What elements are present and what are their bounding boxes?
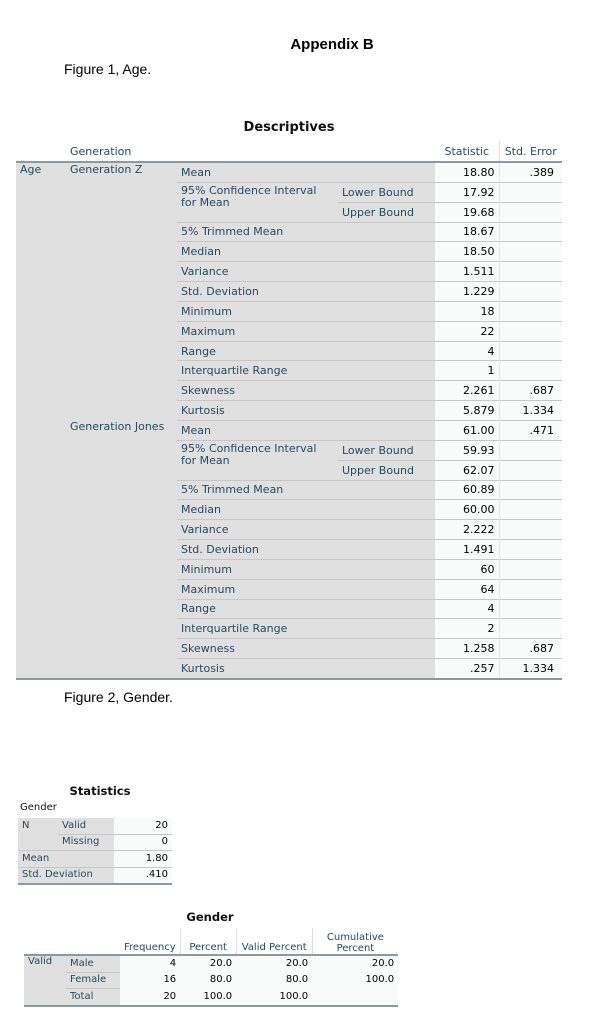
std-error-value — [499, 361, 562, 381]
std-error-value — [499, 540, 562, 560]
header-generation: Generation — [66, 141, 177, 162]
stats-row-valid — [18, 818, 172, 834]
statistic-value: 17.92 — [435, 182, 499, 202]
statistic-label: 95% Confidence Interval for Mean — [177, 182, 338, 222]
std-error-value — [499, 242, 562, 262]
lower-bound-label: Lower Bound — [338, 182, 435, 202]
std-error-value: .389 — [499, 162, 562, 182]
statistic-label: 5% Trimmed Mean — [177, 480, 435, 500]
statistic-value: 18.80 — [435, 162, 499, 182]
statistic-value: .257 — [435, 659, 499, 679]
statistic-label: 95% Confidence Interval for Mean — [177, 440, 338, 480]
statistic-value: 18.50 — [435, 242, 499, 262]
statistic-value: 60 — [435, 559, 499, 579]
std-error-value — [499, 480, 562, 500]
appendix-title: Appendix B — [290, 36, 374, 53]
statistic-label: Range — [177, 599, 435, 619]
statistic-value: 59.93 — [435, 440, 499, 460]
descriptives-row — [16, 162, 562, 182]
descriptives-table — [16, 141, 562, 680]
std-error-value — [499, 500, 562, 520]
statistic-label: Median — [177, 242, 435, 262]
header-statistic: Statistic — [435, 141, 499, 162]
gender-title: Gender — [186, 910, 234, 924]
std-error-value: 1.334 — [499, 659, 562, 679]
std-error-value — [499, 460, 562, 480]
descriptives-title: Descriptives — [243, 120, 335, 135]
statistic-value: 1.491 — [435, 540, 499, 560]
statistic-value: 2.261 — [435, 381, 499, 401]
frequency-value: 16 — [120, 972, 180, 989]
statistic-label: Mean — [177, 162, 435, 182]
statistic-label: Range — [177, 341, 435, 361]
statistic-value: 1.511 — [435, 262, 499, 282]
cumulative-value: 20.0 — [312, 955, 398, 972]
upper-bound-label: Upper Bound — [338, 202, 435, 222]
stats-n-label: N — [18, 818, 58, 834]
std-error-value — [499, 579, 562, 599]
descriptives-row — [16, 420, 562, 440]
statistic-value: 22 — [435, 321, 499, 341]
figure2-caption: Figure 2, Gender. — [64, 689, 173, 705]
statistic-value: 64 — [435, 579, 499, 599]
statistic-label: Interquartile Range — [177, 619, 435, 639]
valid-percent-value: 20.0 — [236, 955, 312, 972]
statistic-label: Variance — [177, 262, 435, 282]
statistic-value: 1.258 — [435, 639, 499, 659]
header-valid-percent: Valid Percent — [236, 928, 312, 955]
statistic-value: 18.67 — [435, 222, 499, 242]
statistic-value: 60.00 — [435, 500, 499, 520]
statistic-value: 2.222 — [435, 520, 499, 540]
statistic-value: 4 — [435, 341, 499, 361]
statistic-label: Kurtosis — [177, 659, 435, 679]
stats-mean-value: 1.80 — [114, 851, 172, 868]
statistic-label: Mean — [177, 420, 435, 440]
stats-sd-label: Std. Deviation — [18, 867, 114, 884]
header-std-error: Std. Error — [499, 141, 562, 162]
gender-category-label: Male — [66, 955, 120, 972]
statistic-value: 61.00 — [435, 420, 499, 440]
std-error-value — [499, 520, 562, 540]
descriptives-header-row — [16, 141, 562, 162]
stats-row-mean — [18, 851, 172, 868]
stats-mean-label: Mean — [18, 851, 114, 868]
statistics-title: Statistics — [69, 784, 131, 798]
stats-sd-value: .410 — [114, 867, 172, 884]
std-error-value: .687 — [499, 639, 562, 659]
figure1-caption: Figure 1, Age. — [64, 61, 152, 77]
std-error-value — [499, 341, 562, 361]
std-error-value — [499, 440, 562, 460]
header-percent: Percent — [180, 928, 236, 955]
std-error-value — [499, 282, 562, 302]
statistic-label: Minimum — [177, 559, 435, 579]
std-error-value — [499, 222, 562, 242]
std-error-value — [499, 262, 562, 282]
std-error-value — [499, 619, 562, 639]
gender-row — [24, 989, 398, 1006]
statistic-label: Skewness — [177, 381, 435, 401]
upper-bound-label: Upper Bound — [338, 460, 435, 480]
statistic-value: 1.229 — [435, 282, 499, 302]
header-frequency: Frequency — [120, 928, 180, 955]
statistic-label: Variance — [177, 520, 435, 540]
statistic-label: Interquartile Range — [177, 361, 435, 381]
std-error-value — [499, 321, 562, 341]
std-error-value — [499, 301, 562, 321]
std-error-value: .471 — [499, 420, 562, 440]
std-error-value — [499, 599, 562, 619]
statistic-label: Minimum — [177, 301, 435, 321]
statistic-label: Kurtosis — [177, 401, 435, 421]
statistic-label: Maximum — [177, 321, 435, 341]
valid-percent-value: 100.0 — [236, 989, 312, 1006]
gender-row — [24, 955, 398, 972]
gender-header-row — [24, 928, 398, 955]
stats-row-missing — [18, 834, 172, 851]
generation-group-label: Generation Z — [66, 162, 177, 420]
percent-value: 80.0 — [180, 972, 236, 989]
statistic-label: Std. Deviation — [177, 540, 435, 560]
statistic-label: 5% Trimmed Mean — [177, 222, 435, 242]
statistic-label: Maximum — [177, 579, 435, 599]
std-error-value — [499, 559, 562, 579]
statistic-value: 62.07 — [435, 460, 499, 480]
valid-group-label: Valid — [24, 955, 66, 1006]
statistic-value: 19.68 — [435, 202, 499, 222]
gender-row — [24, 972, 398, 989]
statistic-value: 4 — [435, 599, 499, 619]
statistics-variable: Gender — [20, 802, 57, 813]
lower-bound-label: Lower Bound — [338, 440, 435, 460]
statistic-value: 2 — [435, 619, 499, 639]
cumulative-value — [312, 989, 398, 1006]
std-error-value: 1.334 — [499, 401, 562, 421]
stats-valid-value: 20 — [114, 818, 172, 834]
stats-missing-value: 0 — [114, 834, 172, 851]
statistic-value: 60.89 — [435, 480, 499, 500]
statistic-label: Median — [177, 500, 435, 520]
valid-percent-value: 80.0 — [236, 972, 312, 989]
std-error-value: .687 — [499, 381, 562, 401]
statistics-table — [18, 818, 172, 885]
statistic-label: Std. Deviation — [177, 282, 435, 302]
statistic-value: 1 — [435, 361, 499, 381]
stats-valid-label: Valid — [58, 818, 114, 834]
std-error-value — [499, 202, 562, 222]
gender-category-label: Female — [66, 972, 120, 989]
percent-value: 20.0 — [180, 955, 236, 972]
stats-row-sd — [18, 867, 172, 884]
cumulative-value: 100.0 — [312, 972, 398, 989]
frequency-value: 20 — [120, 989, 180, 1006]
std-error-value — [499, 182, 562, 202]
generation-group-label: Generation Jones — [66, 420, 177, 678]
frequency-value: 4 — [120, 955, 180, 972]
percent-value: 100.0 — [180, 989, 236, 1006]
statistic-value: 5.879 — [435, 401, 499, 421]
statistic-label: Skewness — [177, 639, 435, 659]
variable-label: Age — [16, 162, 66, 679]
gender-category-label: Total — [66, 989, 120, 1006]
gender-frequency-table — [24, 928, 398, 1007]
statistic-value: 18 — [435, 301, 499, 321]
header-cumulative-percent: Cumulative Percent — [312, 928, 398, 955]
stats-missing-label: Missing — [58, 834, 114, 851]
